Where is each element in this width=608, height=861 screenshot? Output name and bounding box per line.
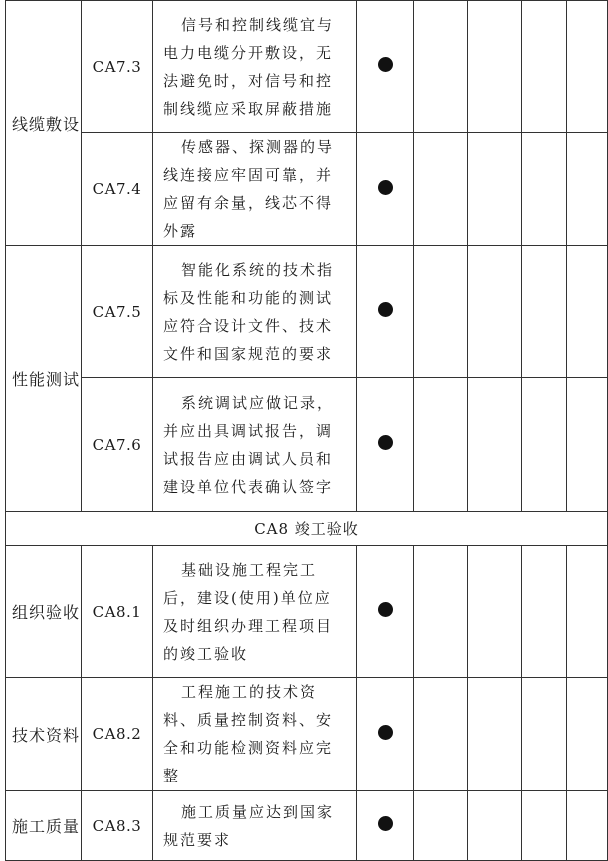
requirement-cell: 施工质量应达到国家规范要求 bbox=[153, 791, 357, 861]
empty-cell bbox=[522, 246, 567, 378]
empty-cell bbox=[522, 133, 567, 246]
empty-cell bbox=[468, 1, 522, 133]
empty-cell bbox=[567, 246, 608, 378]
empty-cell bbox=[468, 246, 522, 378]
mark-cell bbox=[357, 378, 414, 512]
table-row bbox=[6, 546, 608, 678]
filled-circle-icon bbox=[378, 57, 393, 72]
mark-cell bbox=[357, 1, 414, 133]
code-cell: CA7.3 bbox=[82, 1, 153, 133]
empty-cell bbox=[567, 1, 608, 133]
empty-cell bbox=[414, 133, 468, 246]
category-cell: 线缆敷设 bbox=[6, 1, 82, 246]
empty-cell bbox=[468, 678, 522, 791]
empty-cell bbox=[468, 133, 522, 246]
mark-cell bbox=[357, 546, 414, 678]
empty-cell bbox=[567, 546, 608, 678]
requirement-cell: 系统调试应做记录，并应出具调试报告，调试报告应由调试人员和建设单位代表确认签字 bbox=[153, 378, 357, 512]
requirement-cell: 信号和控制线缆宜与电力电缆分开敷设，无法避免时，对信号和控制线缆应采取屏蔽措施 bbox=[153, 1, 357, 133]
section-header-row bbox=[6, 512, 608, 546]
empty-cell bbox=[567, 133, 608, 246]
code-cell: CA7.5 bbox=[82, 246, 153, 378]
mark-cell bbox=[357, 791, 414, 861]
empty-cell bbox=[414, 1, 468, 133]
filled-circle-icon bbox=[378, 180, 393, 195]
empty-cell bbox=[414, 791, 468, 861]
code-cell: CA7.6 bbox=[82, 378, 153, 512]
empty-cell bbox=[468, 546, 522, 678]
table-row bbox=[6, 133, 608, 246]
empty-cell bbox=[414, 546, 468, 678]
empty-cell bbox=[468, 791, 522, 861]
empty-cell bbox=[522, 378, 567, 512]
filled-circle-icon bbox=[378, 725, 393, 740]
requirement-cell: 基础设施工程完工后，建设(使用)单位应及时组织办理工程项目的竣工验收 bbox=[153, 546, 357, 678]
empty-cell bbox=[414, 678, 468, 791]
filled-circle-icon bbox=[378, 435, 393, 450]
code-cell: CA7.4 bbox=[82, 133, 153, 246]
empty-cell bbox=[468, 378, 522, 512]
code-cell: CA8.3 bbox=[82, 791, 153, 861]
empty-cell bbox=[522, 678, 567, 791]
inspection-table bbox=[5, 0, 608, 861]
category-cell: 组织验收 bbox=[6, 546, 82, 678]
mark-cell bbox=[357, 133, 414, 246]
filled-circle-icon bbox=[378, 602, 393, 617]
requirement-cell: 智能化系统的技术指标及性能和功能的测试应符合设计文件、技术文件和国家规范的要求 bbox=[153, 246, 357, 378]
empty-cell bbox=[414, 378, 468, 512]
empty-cell bbox=[414, 246, 468, 378]
requirement-cell: 工程施工的技术资料、质量控制资料、安全和功能检测资料应完整 bbox=[153, 678, 357, 791]
code-cell: CA8.1 bbox=[82, 546, 153, 678]
table-row bbox=[6, 378, 608, 512]
empty-cell bbox=[522, 1, 567, 133]
empty-cell bbox=[522, 546, 567, 678]
empty-cell bbox=[567, 791, 608, 861]
section-header: CA8 竣工验收 bbox=[6, 512, 608, 546]
filled-circle-icon bbox=[378, 302, 393, 317]
filled-circle-icon bbox=[378, 816, 393, 831]
category-cell: 施工质量 bbox=[6, 791, 82, 861]
table-row bbox=[6, 246, 608, 378]
empty-cell bbox=[567, 378, 608, 512]
table-row bbox=[6, 1, 608, 133]
category-cell: 技术资料 bbox=[6, 678, 82, 791]
requirement-cell: 传感器、探测器的导线连接应牢固可靠，并应留有余量，线芯不得外露 bbox=[153, 133, 357, 246]
mark-cell bbox=[357, 246, 414, 378]
category-cell: 性能测试 bbox=[6, 246, 82, 512]
code-cell: CA8.2 bbox=[82, 678, 153, 791]
table-row bbox=[6, 791, 608, 861]
table-row bbox=[6, 678, 608, 791]
mark-cell bbox=[357, 678, 414, 791]
empty-cell bbox=[522, 791, 567, 861]
empty-cell bbox=[567, 678, 608, 791]
